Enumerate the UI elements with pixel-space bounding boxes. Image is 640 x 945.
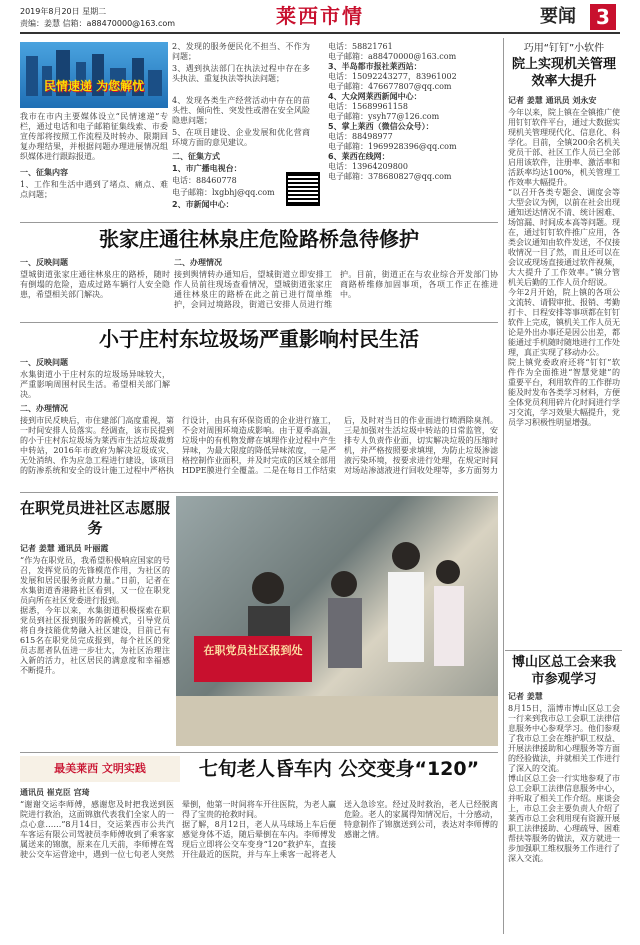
art4-p: 今年2月开始，院上镇的各项公文流转、请假审批、报销、考勤打卡、日程安排等事项都在钉钉软件上完成，镇机关工作人员无论是外出办事还是因公出差，都能通过手机随时随地进行工作处理，真正实现了移动办公。 xyxy=(508,288,620,357)
header-date: 2019年8月20日 星期二 xyxy=(20,7,107,16)
col2-t4: 5、在项目建设、企业发展和优化营商环境方面的意见建议。 xyxy=(172,128,310,147)
art4-p: 今年以来，院上镇在全镇推广使用钉钉软件平台，通过大数据实现机关管理现代化、信息化、科学化。目前，全镇200余名机关党员干部、社区工作人员已全部启用该软件，注册率、激活率和活跃率均达100%，机关管理工作效率大幅提升。 xyxy=(508,108,620,187)
people-icon xyxy=(176,496,498,746)
col3-line: 电话：13964209800 xyxy=(328,162,408,171)
art3-p: 据悉，今年以来，水集街道积极探索在职党员到社区报到服务的新模式，引导党员将自身技能优势融入社区建设，目前已有615名在职党员完成报到，每个社区的党员志愿者队伍进一步壮大，为社区治理注入新的活力，社区居民的满意度和幸福感不断提升。 xyxy=(20,606,170,675)
col3-line: 电话：88498977 xyxy=(328,132,393,141)
art6-body xyxy=(20,800,498,936)
col3-line: 电子邮箱：a88470000@163.com xyxy=(328,52,457,61)
art4-kicker: 巧用“钉钉”小软件 xyxy=(523,43,605,54)
col3-line: 电话：58821761 xyxy=(328,42,393,51)
column-logo: 最美莱西 文明实践 xyxy=(20,756,180,782)
art5-rule xyxy=(505,650,622,651)
section-title: 要闻 xyxy=(540,6,576,27)
qr-code-icon xyxy=(286,172,320,206)
art2-s2: 二、办理情况 xyxy=(20,404,68,413)
art1-p2: 接到舆情转办通知后，望城街道立即安排工作人员前往现场查看情况，望城街道张家庄通往林泉庄的路桥在此之前已进行简单维护，会同过境路段，街道已安排人员进行维护。目前，街道正在与农业综合开发部门协商路桥维修加固事项，各项工作正在推进中。 xyxy=(174,270,498,309)
art6-p: 据了解，8月12日，老人从马球场上车后便感觉身体不适，随后晕倒在车内。李师傅发现后立即将公交车变身“120”救护车，直接开往最近的医院，并与车上乘客一起将老人送入急诊室。经过及时救治，老人已经脱离危险。老人的家属得知情况后，十分感动，特意制作了锦旗送到公司，表达对李师傅的感谢之情。 xyxy=(182,800,498,859)
city-skyline-icon xyxy=(20,42,168,108)
art4-p: 院上镇党委政府还将“钉钉”软件作为全面推进“智慧党建”的重要平台，利用软件的工作群功能及时发布各类学习材料，方便全体党员利用碎片化时间进行学习交流，学习效果大幅提升，党员学习积极性明显增强。 xyxy=(508,358,620,427)
col3-line: 电话：15092243277，83961002 xyxy=(328,72,457,81)
col3-line: 5、掌上莱西（微信公众号）： xyxy=(328,122,434,131)
col1-s1: 一、征集内容 xyxy=(20,168,68,177)
col1-s1-text: 1、工作和生活中遇到了堵点、痛点、难点问题； xyxy=(20,180,168,199)
art5-byline: 记者 姜慧 xyxy=(508,692,543,701)
art3-rule xyxy=(20,492,498,493)
col2-s2-1a: 电话：88460778 xyxy=(172,176,237,185)
art1-s1: 一、反映问题 xyxy=(20,258,68,267)
art2-s1: 一、反映问题 xyxy=(20,358,68,367)
art4-byline: 记者 姜慧 通讯员 刘永安 xyxy=(508,96,597,105)
col3-line: 4、大众网莱西新闻中心： xyxy=(328,92,422,101)
col3-line: 电话：15689961158 xyxy=(328,102,408,111)
col2-s2-2: 2、市新闻中心： xyxy=(172,200,234,209)
col3-contacts xyxy=(328,42,498,182)
col2-s2-1b: 电子邮箱：lxgbhj@qq.com xyxy=(172,188,275,197)
volunteer-photo xyxy=(176,496,498,746)
art5-title: 博山区总工会来我市参观学习 xyxy=(511,655,616,687)
photo-sign: 在职党员社区报到处 xyxy=(194,636,312,682)
col3-line: 电子邮箱：476677807@qq.com xyxy=(328,82,452,91)
art6-title: 七旬老人昏车内 公交变身“120” xyxy=(198,758,480,780)
art1-rule xyxy=(20,222,498,223)
art6-p: “谢谢交运李师傅，感谢您及时把我送到医院进行救治，这面锦旗代表我们全家人的一点心意……”8月14日，交运莱西市公共汽车客运有限公司驾驶员李师傅收到了乘客家属送来的锦旗，原来在几天前，李师傅在驾驶公交车运营途中，遇到一位七旬老人突然晕倒，他第一时间将车开往医院，为老人赢得了宝贵的抢救时间。 xyxy=(20,800,336,859)
minqing-banner xyxy=(20,42,168,108)
col3-line: 3、半岛都市报社莱西站： xyxy=(328,62,422,71)
art5-p: 8月15日，淄博市博山区总工会一行来到我市总工会职工法律信息服务中心参观学习。他们参观了我市总工会在维护职工权益、开展法律援助和心理服务等方面的经验做法，并就相关工作进行了深入的交流。 xyxy=(508,704,620,773)
art4-p: “以召开各类专题会、调度会等大型会议为例，以前在社会出现通知送达情况不清、统计困难、场馆漏、时间成本高等问题。现在，通过钉钉软件推广应用，各类会议通知由软件发送，不仅接收情况一目了然，而且还可以在会议或现场直接通过软件视频，大大提升了工作效率。”镇分管机关后勤的工作人员介绍说。 xyxy=(508,188,620,287)
col3-line: 6、莱西在线网： xyxy=(328,152,390,161)
col2-s2-1: 1、市广播电视台： xyxy=(172,164,242,173)
art2-rule xyxy=(20,322,498,323)
col1-intro: 我市在市内主要媒体设立“民情速递”专栏，通过电话和电子邮箱征集线索、市委宣传部将按照工作流程及时转办、限期回复办理结果，并根据问题办理进展情况组织媒体进行跟踪报道。 xyxy=(20,112,168,161)
art5-p: 博山区总工会一行实地参观了市总工会职工法律信息服务中心，并听取了相关工作介绍。座谈会上，市总工会主要负责人介绍了莱西市总工会利用现有资源开展职工法律援助、心理疏导、困难帮扶等服务的做法，双方就进一步加强职工维权服务工作进行了深入交流。 xyxy=(508,774,620,863)
art3-title: 在职党员进社区志愿服务 xyxy=(20,499,171,537)
page-number: 3 xyxy=(590,4,616,30)
art6-byline: 通讯员 崔克臣 宫琦 xyxy=(20,788,90,797)
art2-title: 小于庄村东垃圾场严重影响村民生活 xyxy=(99,327,419,351)
col2-t1: 2、发现的服务便民化不担当、不作为问题； xyxy=(172,42,310,61)
col3-line: 电子邮箱：ysyh77@126.com xyxy=(328,112,440,121)
col3-line: 电子邮箱：378680827@qq.com xyxy=(328,172,452,181)
col2-s2: 二、征集方式 xyxy=(172,152,220,161)
art3-body xyxy=(20,556,170,746)
art2-p1: 水集街道小于庄村东的垃圾场异味较大，严重影响周围村民生活。希望相关部门解决。 xyxy=(20,370,170,399)
col2-t2: 3、遇到执法部门在执法过程中存在多头执法、重复执法等执法问题； xyxy=(172,64,310,83)
art5-body xyxy=(508,704,620,936)
art6-rule xyxy=(20,752,498,753)
banner-text: 民情速递 为您解忧 xyxy=(43,79,145,93)
art1-s2: 二、办理情况 xyxy=(174,258,222,267)
col2-t3: 4、发现各类生产经营活动中存在的苗头性、倾向性、突发性或潜在安全风险隐患问题； xyxy=(172,96,310,125)
header-rule xyxy=(20,32,620,34)
col3-line: 电子邮箱：1969928396@qq.com xyxy=(328,142,457,151)
art3-byline: 记者 姜慧 通讯员 叶丽霞 xyxy=(20,544,109,553)
art4-title: 院上实现机关管理效率大提升 xyxy=(511,57,616,89)
art3-p: “作为在职党员，我希望积极响应国家的号召，发挥党员的先锋模范作用，为社区的发展和居民服务贡献力量。”日前，记者在水集街道香港路社区看到，又一位在职党员向所在社区党委进行报到。 xyxy=(20,556,170,605)
art2-p2: 接到市民反映后，市住建部门高度重视，第一时间安排人员落实。经调查，该市民提到的小于庄村东垃圾场为莱西市生活垃圾裁剪中转站，2016年市政府为解决垃圾成灾、无处消纳、作为应急工程进行建设，该项目的防渗系统和安全的设计施工过程中严格执行设计，由具有环保资质的企业进行施工，不会对周围环境造成影响。由于夏季高温，垃圾中的有机物发酵在填埋作业过程中产生异味，为最大限度的降低异味浓度，一是严格控制作业面积，并及时完成的区域全部用HDPE膜进行全覆盖。二是在每日工作结束后，及时对当日的作业面进行喷洒除臭剂。三是加强对生活垃圾中转站的日常监管，安排专人负责作业面，切实解决垃圾的压缩时机，并严格按照要求填埋，为防止垃圾渗滤液污染环境，按要求进行处理，在规定时间对场站渗滤液进行回收处理等，多方面努力 xyxy=(20,416,498,475)
header-editor: 责编：姜慧 信箱：a88470000@163.com xyxy=(20,19,176,28)
art4-body xyxy=(508,108,620,718)
art1-p1: 望城街道张家庄通往林泉庄的路桥，随时有倒塌的危险，造成过路车辆行人安全隐患，希望相关部门解决。 xyxy=(20,270,170,299)
column-divider xyxy=(503,38,504,934)
art1-title: 张家庄通往林泉庄危险路桥急待修护 xyxy=(99,227,419,251)
paper-logo: 莱西市情 xyxy=(276,4,364,28)
